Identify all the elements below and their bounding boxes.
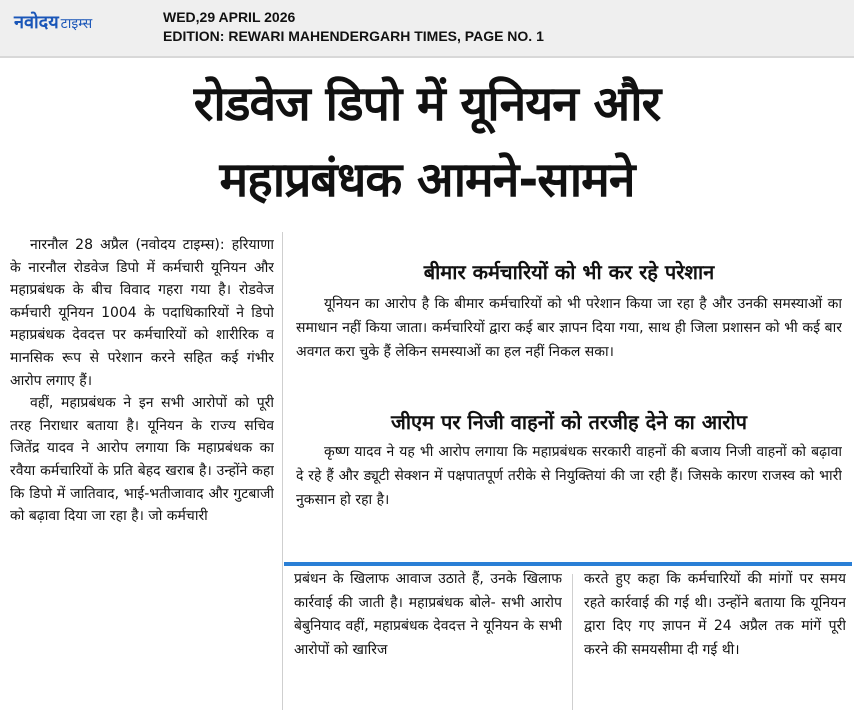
paragraph-sick-employees: यूनियन का आरोप है कि बीमार कर्मचारियों को भी परेशान किया जा रहा है और उनकी समस्याओं का समाधान नहीं किया जाता। कर्मचारियों द्वारा कई बार ज्ञापन दिया गया, साथ ही जिला प्रशासन को भी कई बार अवगत करा चुके हैं लेकिन समस्याओं का हल नहीं निकल सका।: [296, 296, 842, 360]
page-header-bar: [0, 0, 854, 58]
left-paragraph-1: नारनौल 28 अप्रैल (नवोदय टाइम्स): हरियाणा के नारनौल रोडवेज डिपो में कर्मचारी यूनियन और महाप्रबंधक के बीच विवाद गहरा गया है। रोडवेज कर्मचारी यूनियन 1004 के पदाधिकारियों ने डिपो महाप्रबंधक देवदत्त पर कर्मचारियों को शारीरिक व मानसिक रूप से परेशान करने सहित कई गंभीर आरोप लगाए हैं।: [10, 237, 274, 389]
left-paragraph-2: वहीं, महाप्रबंधक ने इन सभी आरोपों को पूरी तरह निराधार बताया है। यूनियन के राज्य सचिव जितेंद्र यादव ने आरोप लगाया कि महाप्रबंधक का रवैया कर्मचारियों के प्रति बेहद खराब है। उन्होंने कहा कि डिपो में जातिवाद, भाई-भतीजावाद और गुटबाजी को बढ़ावा दिया जा रहा है। जो कर्मचारी: [10, 395, 274, 525]
edition-line: EDITION: REWARI MAHENDERGARH TIMES, PAGE NO. 1: [163, 28, 544, 44]
column-divider: [282, 232, 283, 710]
section-divider: [284, 562, 852, 566]
headline-line-1: रोडवेज डिपो में यूनियन और: [193, 76, 661, 132]
bottom-column-1: प्रबंधन के खिलाफ आवाज उठाते हैं, उनके खिलाफ कार्रवाई की जाती है। महाप्रबंधक बोले- सभी आरोप बेबुनियाद वहीं, महाप्रबंधक देवदत्त ने यूनियन के सभी आरोपों को खारिज: [294, 571, 562, 658]
edition-meta: [163, 8, 544, 46]
headline-line-2: महाप्रबंधक आमने-सामने: [219, 152, 635, 208]
logo-sub-text: टाइम्स: [60, 16, 93, 32]
bottom-column-divider: [572, 574, 573, 710]
subheading-sick-employees: बीमार कर्मचारियों को भी कर रहे परेशान: [423, 260, 715, 284]
subheading-private-vehicles: जीएम पर निजी वाहनों को तरजीह देने का आरोप: [391, 410, 747, 434]
article-headline: [0, 66, 854, 218]
newspaper-logo: [14, 10, 92, 34]
paragraph-private-vehicles: कृष्ण यादव ने यह भी आरोप लगाया कि महाप्रबंधक सरकारी वाहनों की बजाय निजी वाहनों को बढ़ावा दे रहे हैं और ड्यूटी सेक्शन में पक्षपातपूर्ण तरीके से नियुक्तियां की जा रही हैं। जिसके कारण राजस्व को भारी नुकसान हो रहा है।: [296, 444, 842, 508]
date-line: WED,29 APRIL 2026: [163, 9, 296, 25]
left-column: [10, 234, 274, 710]
logo-main-text: नवोदय: [14, 12, 59, 33]
bottom-column-2: करते हुए कहा कि कर्मचारियों की मांगों पर समय रहते कार्रवाई की गई थी। उन्होंने बताया कि यूनियन द्वारा दिए गए ज्ञापन में 24 अप्रैल तक मांगें पूरी करने की समयसीमा दी गई थी।: [584, 571, 846, 658]
